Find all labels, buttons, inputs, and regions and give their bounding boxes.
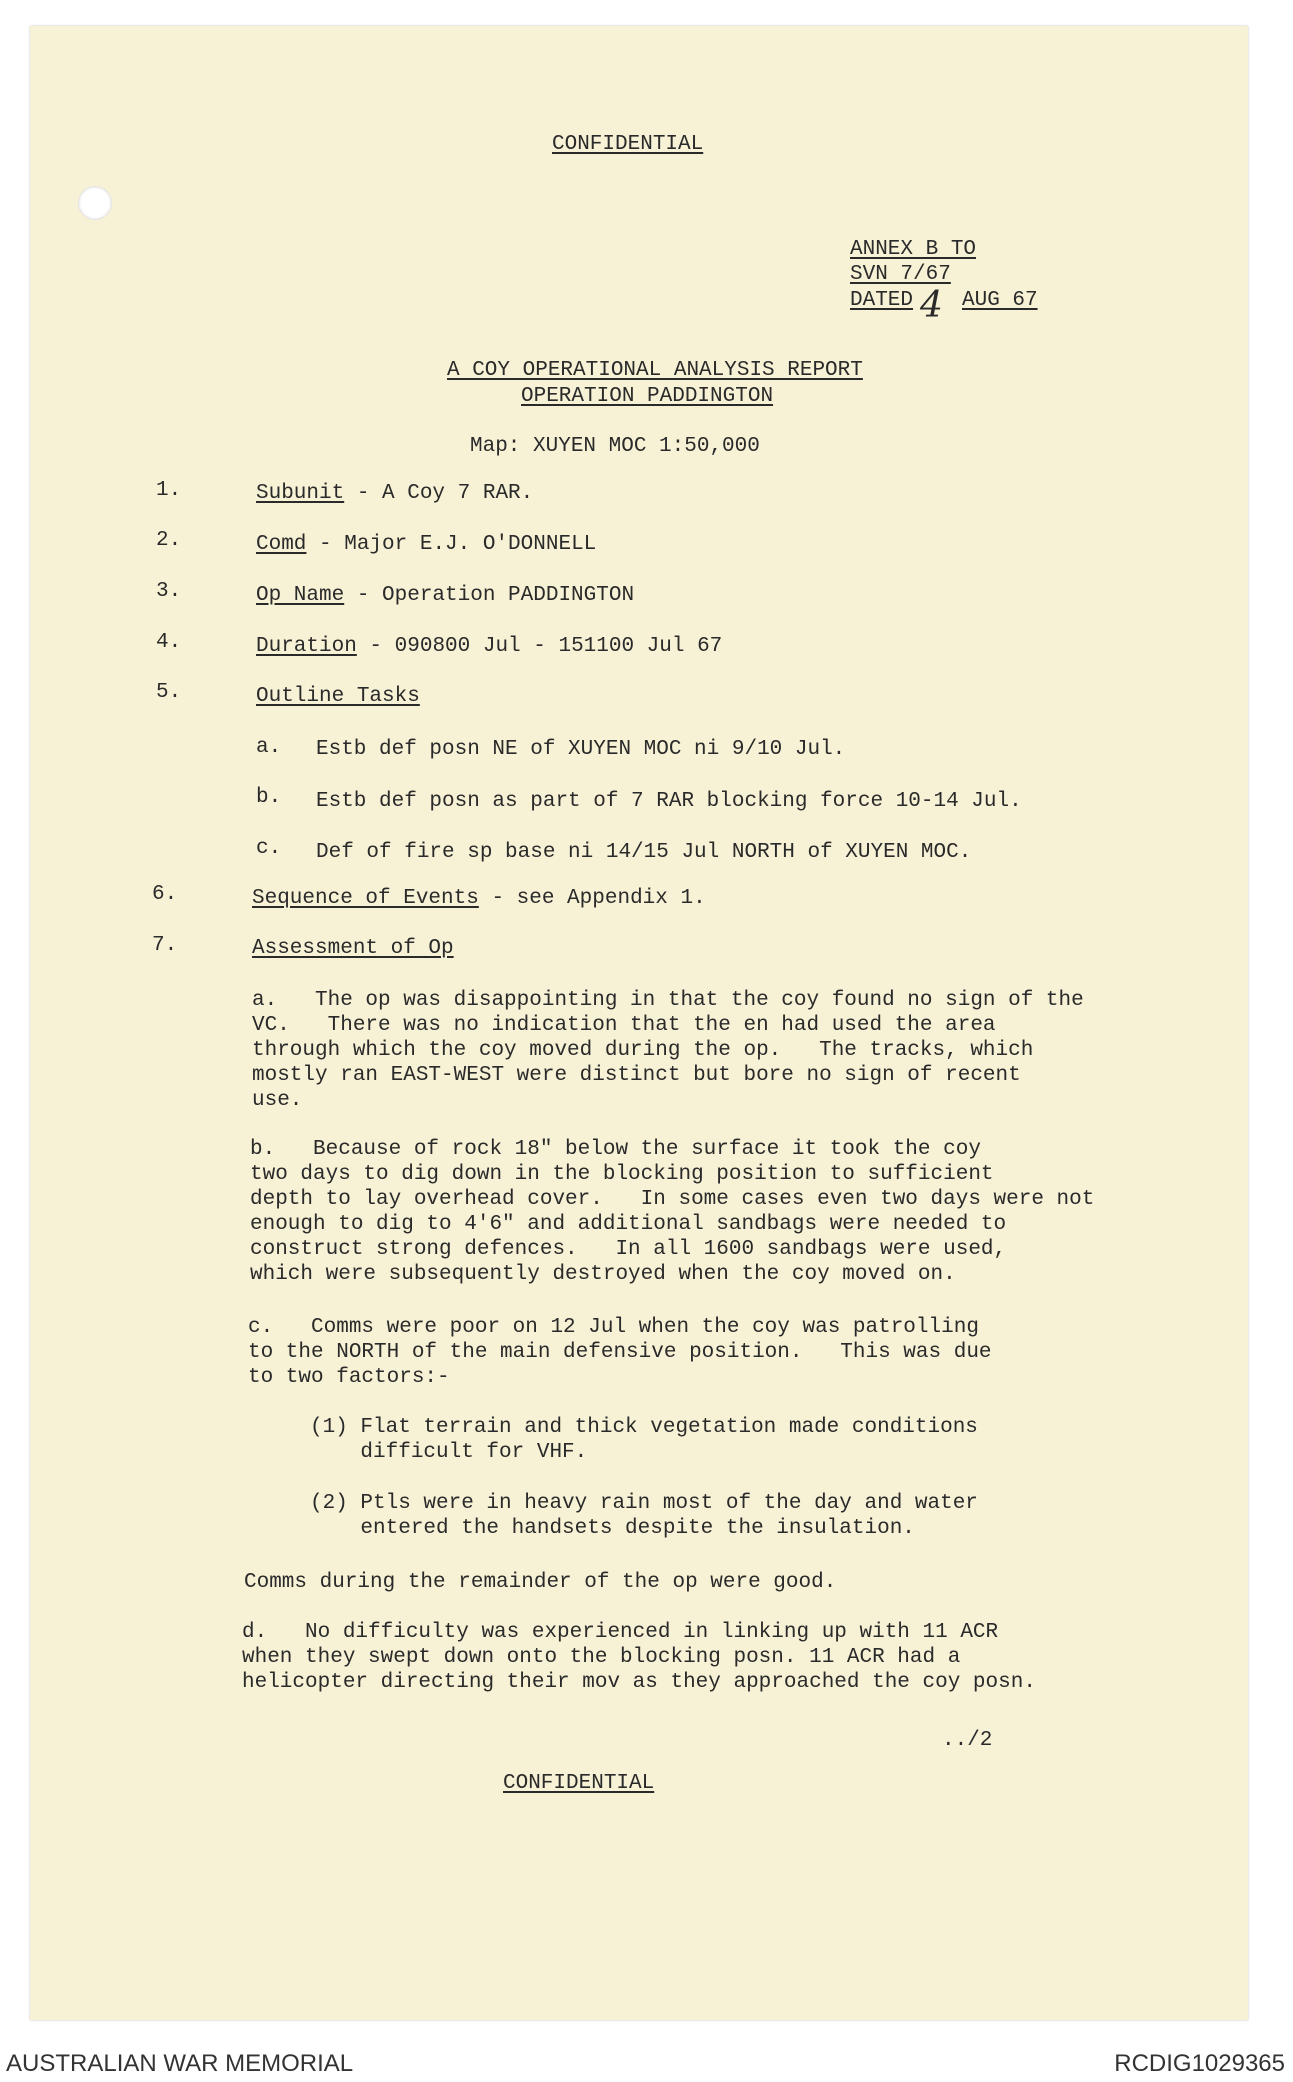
item-heading: Op Name (256, 584, 345, 607)
para-line: through which the coy moved during the op. The tracks, which (252, 1039, 1034, 1062)
item-number: 2. (156, 529, 182, 552)
archive-id: RCDIG1029365 (1114, 2050, 1285, 2077)
para-a (252, 988, 1084, 1113)
task-text: Estb def posn as part of 7 RAR blocking force 10-14 Jul. (316, 790, 1022, 813)
task-text: Def of fire sp base ni 14/15 Jul NORTH of XUYEN MOC. (316, 841, 972, 864)
para-line: VC. There was no indication that the en had used the area (252, 1014, 996, 1037)
para-line: c. Comms were poor on 12 Jul when the coy was patrolling (248, 1316, 979, 1339)
item-text: - see Appendix 1. (478, 887, 706, 910)
item-text: - Major E.J. O'DONNELL (306, 533, 597, 556)
map-reference: Map: XUYEN MOC 1:50,000 (470, 435, 760, 458)
task-letter: b. (256, 786, 282, 809)
continuation-marker: ../2 (942, 1729, 993, 1752)
annex-line-3-month: AUG 67 (962, 289, 1038, 312)
para-line: entered the handsets despite the insulation. (310, 1517, 915, 1540)
item-duration (256, 634, 722, 659)
item-sequence (252, 886, 706, 911)
para-line: helicopter directing their mov as they approached the coy posn. (242, 1671, 1036, 1694)
item-heading: Comd (256, 533, 307, 556)
item-heading: Duration (256, 635, 357, 658)
item-text: - Operation PADDINGTON (344, 584, 635, 607)
para-line: depth to lay overhead cover. In some cases even two days were not (250, 1188, 1095, 1211)
para-line: mostly ran EAST-WEST were distinct but bore no sign of recent (252, 1064, 1021, 1087)
para-c1 (310, 1415, 978, 1465)
para-line: two days to dig down in the blocking position to sufficient (250, 1163, 994, 1186)
para-line: b. Because of rock 18" below the surface it took the coy (250, 1138, 981, 1161)
item-heading: Subunit (256, 482, 345, 505)
para-d (242, 1620, 1036, 1695)
item-subunit (256, 481, 533, 506)
item-number: 6. (152, 883, 178, 906)
punch-hole (78, 186, 112, 220)
para-line: to two factors:- (248, 1366, 450, 1389)
para-line: when they swept down onto the blocking posn. 11 ACR had a (242, 1646, 961, 1669)
para-line: a. The op was disappointing in that the coy found no sign of the (252, 989, 1084, 1012)
item-heading: Sequence of Events (252, 887, 479, 910)
para-c2 (310, 1491, 978, 1541)
annex-line-1: ANNEX B TO (850, 238, 977, 261)
classification-bottom: CONFIDENTIAL (503, 1772, 655, 1795)
archive-credit: AUSTRALIAN WAR MEMORIAL (6, 2050, 354, 2077)
item-number: 7. (152, 934, 178, 957)
report-subtitle: OPERATION PADDINGTON (521, 385, 774, 408)
item-text: - A Coy 7 RAR. (344, 482, 534, 505)
para-line: which were subsequently destroyed when the coy moved on. (250, 1263, 956, 1286)
para-c (248, 1315, 992, 1390)
item-number: 1. (156, 479, 182, 502)
item-op-name (256, 583, 634, 608)
para-line: d. No difficulty was experienced in linking up with 11 ACR (242, 1621, 999, 1644)
para-line: (1) Flat terrain and thick vegetation made conditions (310, 1416, 978, 1439)
item-heading: Outline Tasks (256, 685, 420, 708)
para-line: difficult for VHF. (310, 1441, 588, 1464)
task-letter: c. (256, 837, 282, 860)
para-line: (2) Ptls were in heavy rain most of the day and water (310, 1492, 978, 1515)
task-text: Estb def posn NE of XUYEN MOC ni 9/10 Jul. (316, 738, 846, 761)
para-line: use. (252, 1089, 303, 1112)
item-text: - 090800 Jul - 151100 Jul 67 (356, 635, 723, 658)
item-number: 3. (156, 580, 182, 603)
item-heading: Assessment of Op (252, 937, 454, 960)
item-number: 4. (156, 631, 182, 654)
item-number: 5. (156, 681, 182, 704)
para-b (250, 1137, 1094, 1287)
item-comd (256, 532, 596, 557)
annex-line-2: SVN 7/67 (850, 263, 951, 286)
item-outline-tasks (256, 684, 420, 709)
para-line: to the NORTH of the main defensive position. This was due (248, 1341, 992, 1364)
annex-line-3-dated: DATED (850, 289, 914, 312)
task-letter: a. (256, 736, 282, 759)
report-title: A COY OPERATIONAL ANALYSIS REPORT (447, 359, 863, 382)
para-line: construct strong defences. In all 1600 sandbags were used, (250, 1238, 1007, 1261)
para-line: enough to dig to 4'6" and additional sandbags were needed to (250, 1213, 1007, 1236)
item-assessment (252, 936, 454, 961)
handwritten-day: 4 (920, 285, 943, 326)
para-c-end: Comms during the remainder of the op were good. (244, 1571, 837, 1594)
classification-top: CONFIDENTIAL (552, 133, 704, 156)
